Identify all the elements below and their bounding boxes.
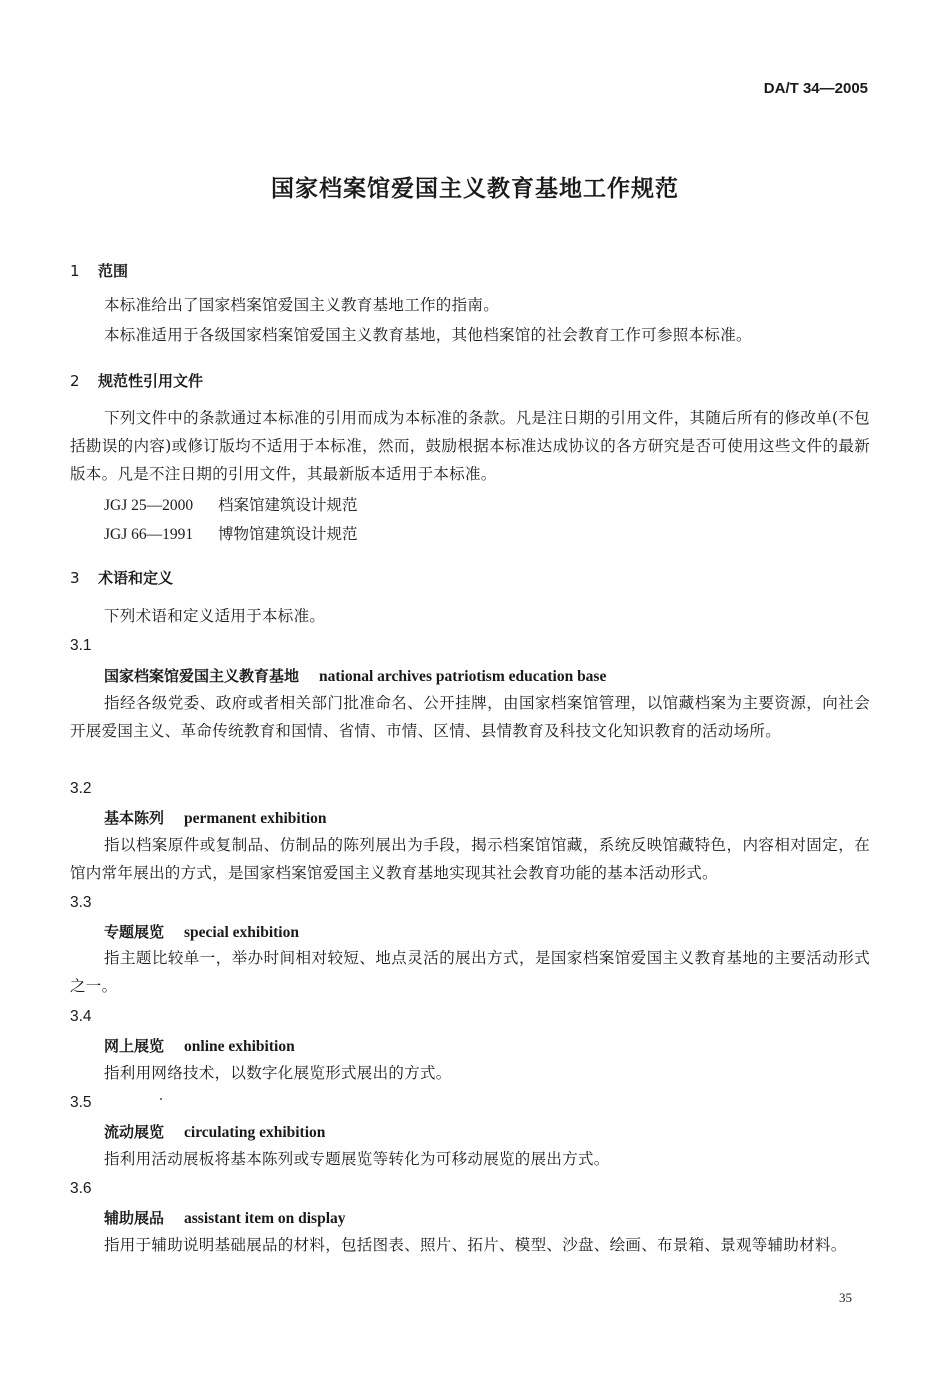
term-cn: 辅助展品 xyxy=(104,1209,165,1227)
print-speck xyxy=(160,1098,162,1100)
section-number: 3 xyxy=(70,569,80,587)
term-en: special exhibition xyxy=(184,924,299,941)
term-en: permanent exhibition xyxy=(184,810,327,827)
paragraph: 本标准适用于各级国家档案馆爱国主义教育基地，其他档案馆的社会教育工作可参照本标准。 xyxy=(104,326,752,344)
paragraph: 下列文件中的条款通过本标准的引用而成为本标准的条款。凡是注日期的引用文件，其随后所有的修改单(不包括勘误的内容)或修订版均不适用于本标准，然而，鼓励根据本标准达成协议的各方研究是否可使用这些文件的最新版本。凡是不注日期的引用文件，其最新版本适用于本标准。 xyxy=(70,409,870,483)
paragraph: 下列术语和定义适用于本标准。 xyxy=(104,607,326,625)
term-definition: 指以档案原件或复制品、仿制品的陈列展出为手段，揭示档案馆馆藏，系统反映馆藏特色，内容相对固定，在馆内常年展出的方式，是国家档案馆爱国主义教育基地实现其社会教育功能的基本活动形式。 xyxy=(70,836,870,882)
term-heading xyxy=(104,1121,325,1142)
term-number: 3.5 xyxy=(70,1094,92,1111)
section-title: 范围 xyxy=(98,262,129,280)
section-3-heading xyxy=(70,567,173,588)
reference-code: JGJ 25—2000 xyxy=(104,497,194,514)
term-heading xyxy=(104,1207,346,1228)
reference-name: 博物馆建筑设计规范 xyxy=(218,525,358,543)
term-number: 3.6 xyxy=(70,1180,92,1197)
term-definition: 指用于辅助说明基础展品的材料，包括图表、照片、拓片、模型、沙盘、绘画、布景箱、景观等辅助材料。 xyxy=(104,1236,847,1254)
term-heading xyxy=(104,921,299,942)
standard-code: DA/T 34—2005 xyxy=(763,80,868,97)
term-cn: 国家档案馆爱国主义教育基地 xyxy=(104,667,300,685)
section-number: 1 xyxy=(70,262,80,280)
term-number: 3.1 xyxy=(70,637,92,654)
term-cn: 基本陈列 xyxy=(104,809,165,827)
reference-item xyxy=(104,522,358,544)
section-2-heading xyxy=(70,370,203,391)
section-number: 2 xyxy=(70,372,80,390)
paragraph: 本标准给出了国家档案馆爱国主义教育基地工作的指南。 xyxy=(104,296,500,314)
section-1-heading xyxy=(70,260,128,281)
term-en: national archives patriotism education base xyxy=(319,668,607,685)
term-cn: 专题展览 xyxy=(104,923,165,941)
page-number: 35 xyxy=(839,1290,852,1305)
document-title: 国家档案馆爱国主义教育基地工作规范 xyxy=(271,176,679,202)
section-title: 术语和定义 xyxy=(98,569,174,587)
term-heading xyxy=(104,807,327,828)
term-en: assistant item on display xyxy=(184,1210,346,1227)
term-cn: 流动展览 xyxy=(104,1123,165,1141)
term-definition: 指经各级党委、政府或者相关部门批准命名、公开挂牌，由国家档案馆管理，以馆藏档案为主要资源，向社会开展爱国主义、革命传统教育和国情、省情、市情、区情、县情教育及科技文化知识教育的活动场所。 xyxy=(70,694,870,740)
section-title: 规范性引用文件 xyxy=(98,372,204,390)
term-heading xyxy=(104,665,606,686)
term-definition: 指利用活动展板将基本陈列或专题展览等转化为可移动展览的展出方式。 xyxy=(104,1150,610,1168)
term-heading xyxy=(104,1035,295,1056)
term-definition: 指主题比较单一，举办时间相对较短、地点灵活的展出方式，是国家档案馆爱国主义教育基地的主要活动形式之一。 xyxy=(70,949,870,995)
term-number: 3.2 xyxy=(70,780,92,797)
term-cn: 网上展览 xyxy=(104,1037,165,1055)
term-en: online exhibition xyxy=(184,1038,295,1055)
term-en: circulating exhibition xyxy=(184,1124,326,1141)
reference-item xyxy=(104,493,358,515)
term-definition: 指利用网络技术，以数字化展览形式展出的方式。 xyxy=(104,1064,452,1082)
term-number: 3.3 xyxy=(70,894,92,911)
reference-name: 档案馆建筑设计规范 xyxy=(218,496,358,514)
term-number: 3.4 xyxy=(70,1008,92,1025)
reference-code: JGJ 66—1991 xyxy=(104,526,194,543)
